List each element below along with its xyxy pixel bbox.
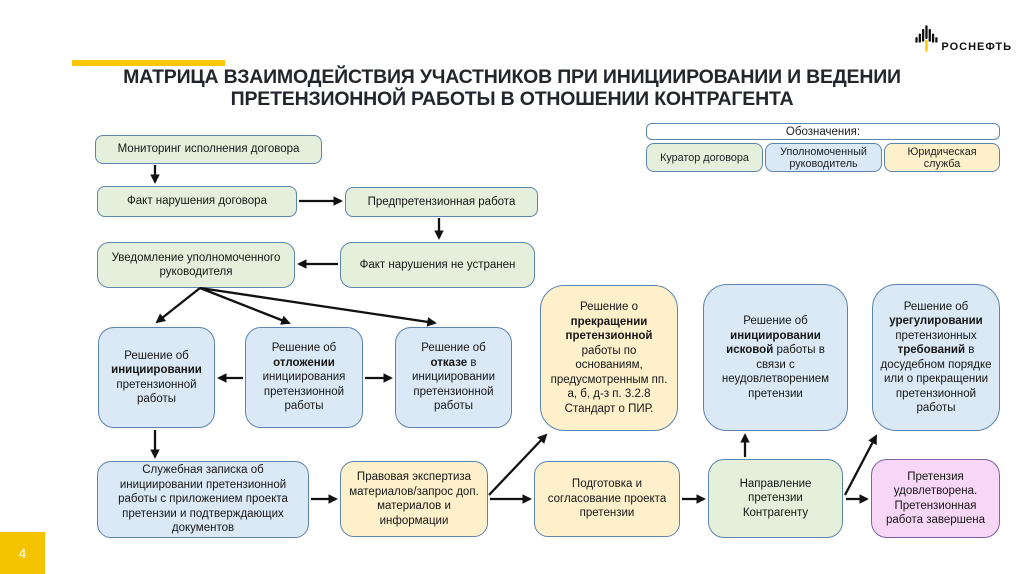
node-breach-not-fixed-label: Факт нарушения не устранен <box>359 258 516 271</box>
arrow-notify-to-initiate <box>157 288 200 322</box>
node-breach-fact <box>97 186 297 217</box>
node-decision-postpone-label: Решение об отложении инициирования претензионной работы <box>262 342 346 413</box>
node-decision-postpone <box>245 327 363 428</box>
node-preclaim-work <box>345 187 538 217</box>
node-decision-settle-label: Решение об урегулировании претензионных требований в досудебном порядке или о прекращении претензионной работы <box>880 300 992 414</box>
legend-item-legal <box>884 143 1000 172</box>
node-monitoring-label: Мониторинг исполнения договора <box>117 143 300 156</box>
node-send-claim <box>708 459 843 538</box>
node-draft-approval-label: Подготовка и согласование проекта претензии <box>547 478 667 520</box>
node-breach-fact-label: Факт нарушения договора <box>127 195 267 208</box>
legend-item-curator-label: Куратор договора <box>660 151 749 164</box>
slide-title-line1: МАТРИЦА ВЗАИМОДЕЙСТВИЯ УЧАСТНИКОВ ПРИ ИНИЦИИРОВАНИИ И ВЕДЕНИИ <box>123 66 901 88</box>
legend-item-legal-label: Юридическая служба <box>907 145 977 170</box>
arrow-notify-to-postpone <box>200 288 289 323</box>
node-breach-not-fixed <box>340 242 535 288</box>
slide-title-line2: ПРЕТЕНЗИОННОЙ РАБОТЫ В ОТНОШЕНИИ КОНТРАГЕНТА <box>230 88 794 110</box>
node-memo <box>97 461 309 538</box>
node-decision-terminate-label: Решение о прекращении претензионной работы по основаниям, предусмотренным пп. а, б, д-з п. 3.2.8 Стандарт о ПИР. <box>550 301 668 415</box>
legend-header <box>646 123 1000 140</box>
node-decision-terminate <box>540 285 678 431</box>
rosneft-logo-text: РОСНЕФТЬ <box>941 41 1012 53</box>
rosneft-logo <box>915 24 1012 54</box>
node-decision-initiate <box>98 327 215 428</box>
page-number-badge <box>0 532 45 574</box>
node-claim-satisfied-label: Претензия удовлетворена. Претензионная работа завершена <box>885 470 986 526</box>
legend-item-manager <box>765 143 882 172</box>
node-notify-manager-label: Уведомление уполномоченного руководителя <box>111 251 281 278</box>
node-legal-review <box>340 461 488 537</box>
node-memo-label: Служебная записка об инициировании претензионной работы с приложением проекта претензии и подтверждающих документов <box>118 464 288 535</box>
node-decision-refuse <box>395 327 512 428</box>
node-legal-review-label: Правовая экспертиза материалов/запрос доп. материалов и информации <box>349 471 479 527</box>
arrow-notify-to-refuse <box>200 288 435 323</box>
node-preclaim-work-label: Предпретензионная работа <box>367 195 516 208</box>
legend-item-curator <box>646 143 763 172</box>
page-number: 4 <box>18 545 27 561</box>
node-send-claim-label: Направление претензии Контрагенту <box>739 477 812 519</box>
node-decision-lawsuit <box>703 284 848 431</box>
node-monitoring <box>95 135 322 164</box>
legend-item-manager-label: Уполномоченный руководитель <box>780 145 867 170</box>
node-decision-lawsuit-label: Решение об инициировании исковой работы в связи с неудовлетворением претензии <box>721 315 830 400</box>
node-decision-refuse-label: Решение об отказе в инициировании претензионной работы <box>412 342 495 413</box>
node-decision-settle <box>872 284 1000 431</box>
slide-title <box>60 66 964 110</box>
node-decision-initiate-label: Решение об инициировании претензионной работы <box>111 349 202 405</box>
node-claim-satisfied <box>871 459 1000 538</box>
node-draft-approval <box>534 461 680 537</box>
rosneft-flame-icon <box>915 24 938 54</box>
node-notify-manager <box>97 242 295 288</box>
legend-header-label: Обозначения: <box>785 125 861 138</box>
